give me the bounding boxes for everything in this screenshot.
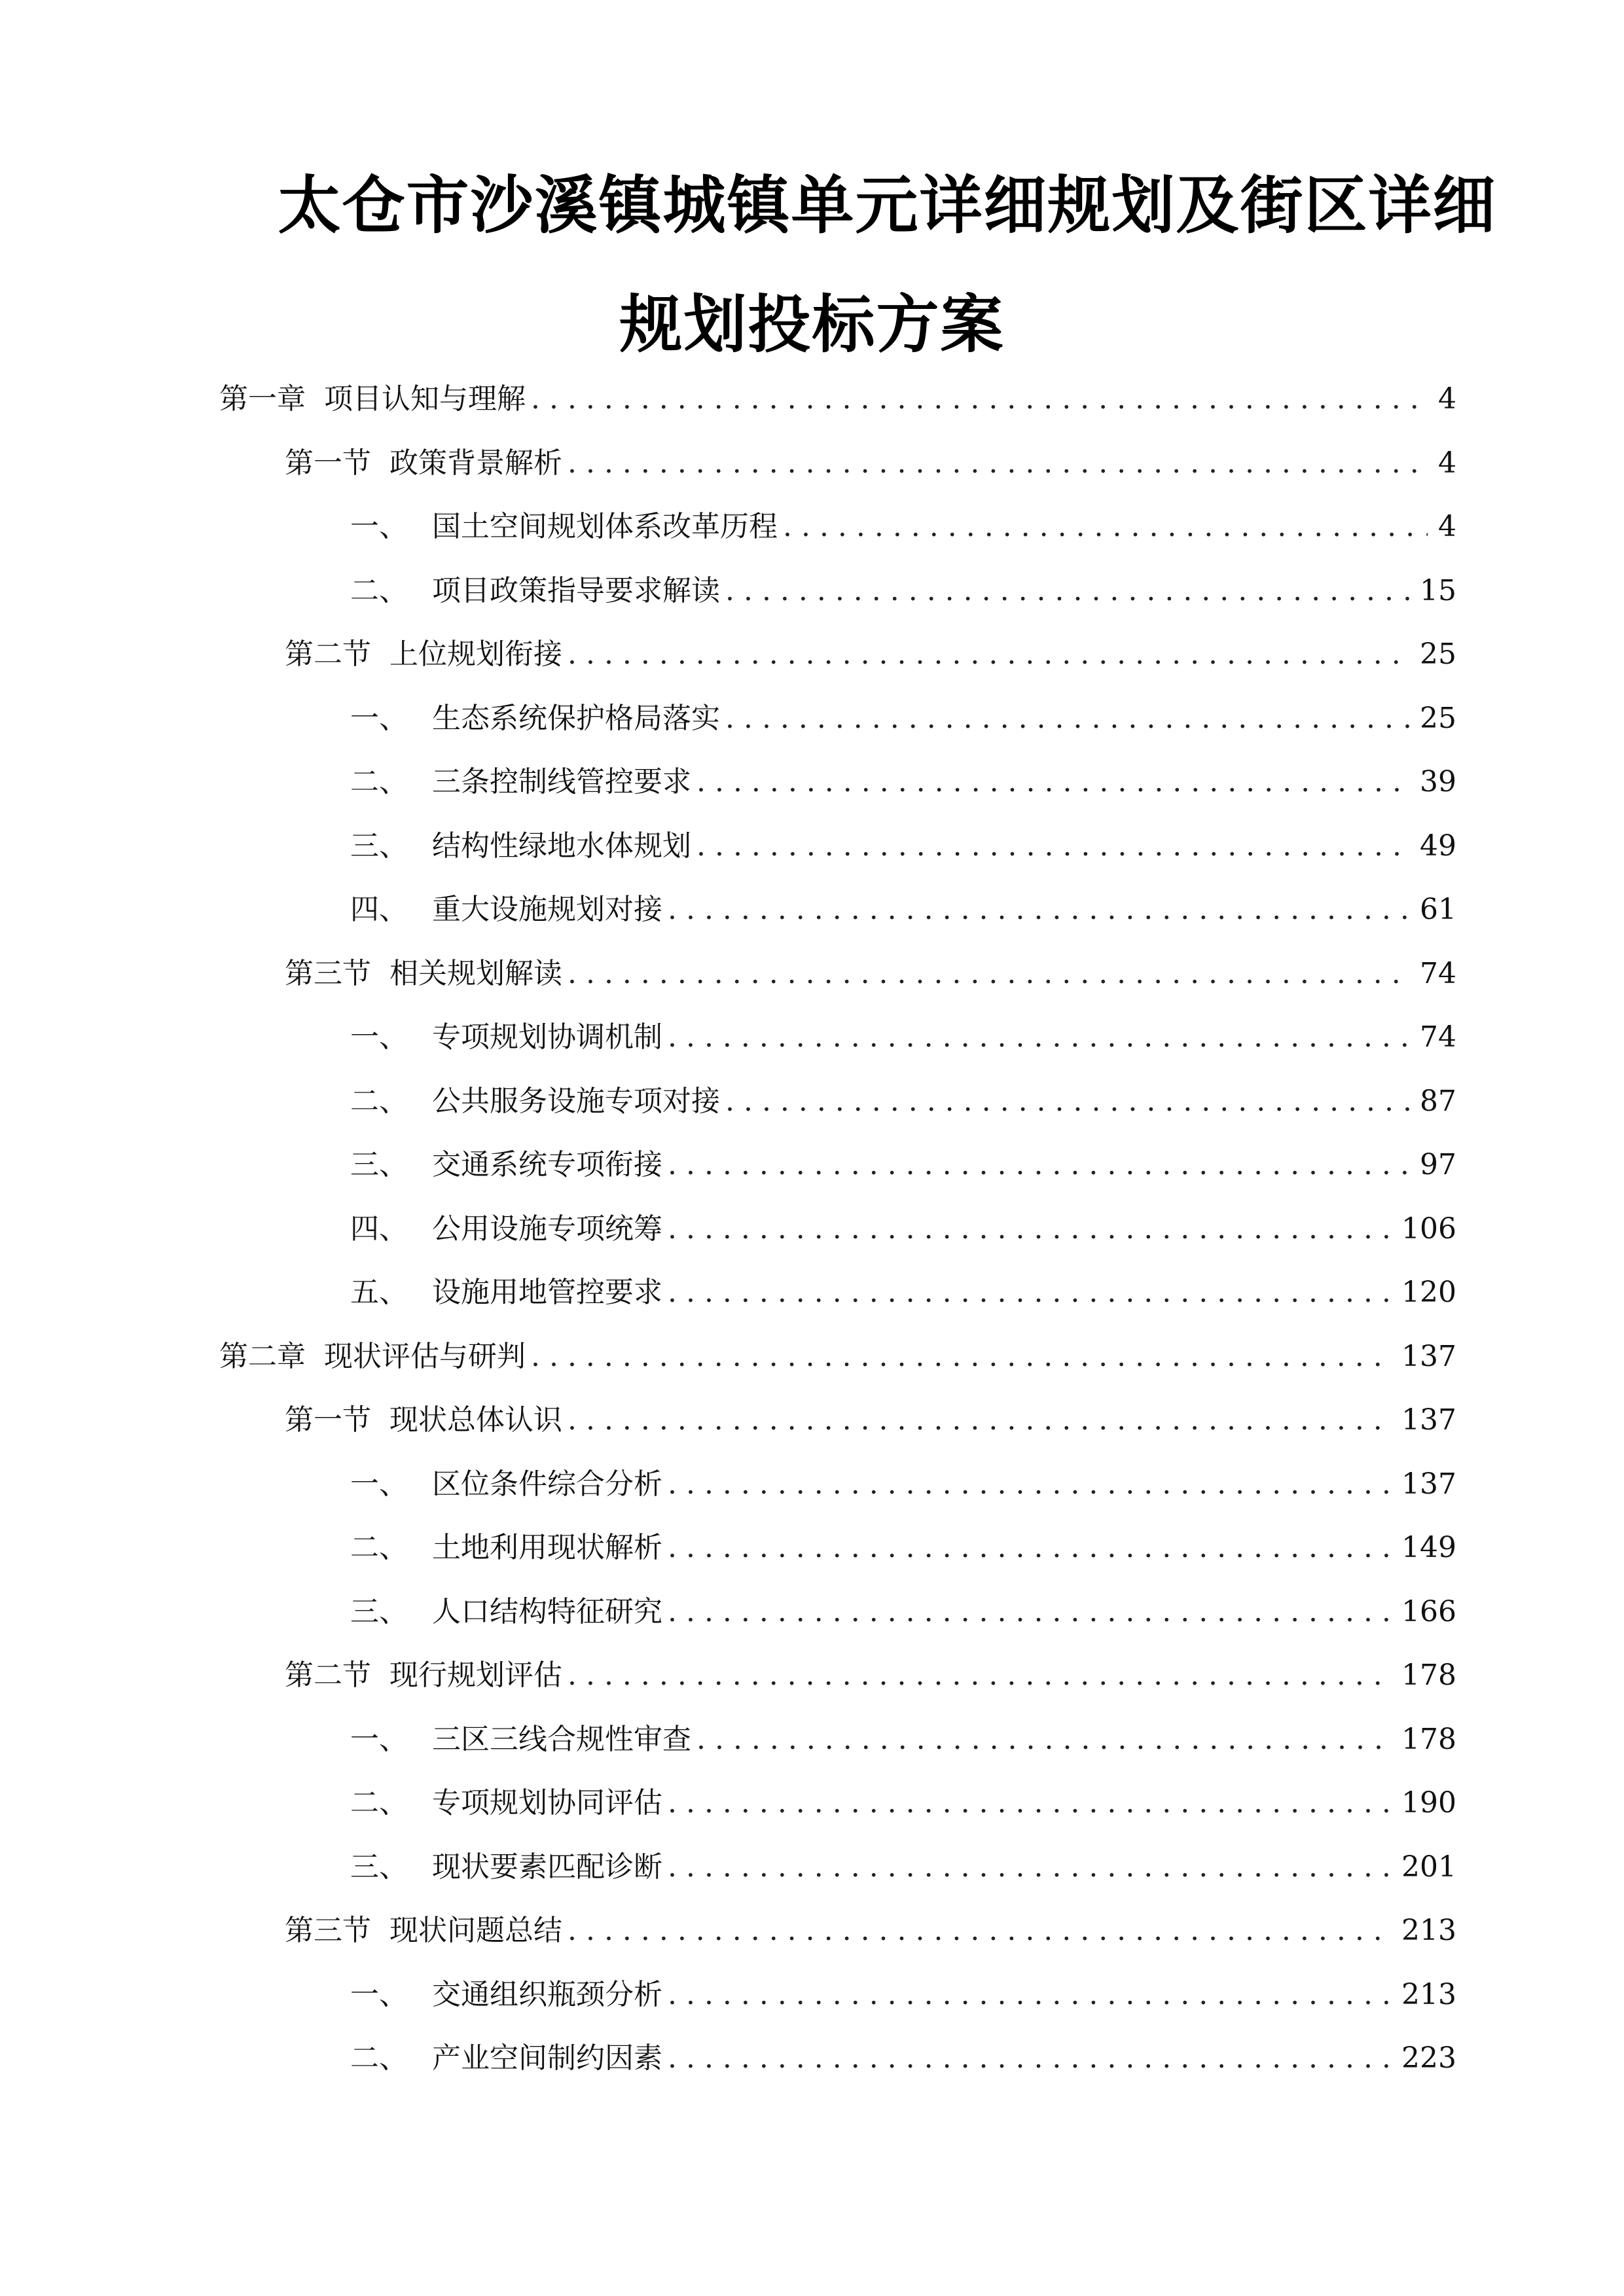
toc-entry-title: 土地利用现状解析 bbox=[432, 1531, 662, 1564]
toc-entry-title: 现行规划评估 bbox=[389, 1659, 562, 1692]
toc-entry-number: 第一章 bbox=[219, 382, 306, 416]
toc-entry[interactable] bbox=[350, 1592, 1456, 1632]
toc-dot-leader bbox=[568, 635, 1411, 674]
toc-dot-leader bbox=[531, 1337, 1392, 1376]
toc-dot-leader bbox=[668, 1018, 1411, 1057]
toc-entry-title: 项目政策指导要求解读 bbox=[432, 573, 720, 607]
toc-entry-number: 第一节 bbox=[285, 446, 371, 480]
toc-entry-label bbox=[350, 762, 691, 802]
toc-page-number: 149 bbox=[1401, 1531, 1456, 1564]
toc-entry[interactable] bbox=[350, 699, 1456, 738]
toc-entry-title: 现状要素匹配诊断 bbox=[432, 1850, 662, 1884]
toc-entry-label bbox=[350, 1082, 720, 1121]
toc-entry-label bbox=[350, 1528, 662, 1568]
toc-dot-leader bbox=[696, 762, 1411, 802]
toc-dot-leader bbox=[668, 1848, 1392, 1887]
toc-entry-title: 上位规划衔接 bbox=[389, 637, 562, 671]
toc-entry-title: 人口结构特征研究 bbox=[432, 1594, 662, 1628]
toc-entry-label bbox=[350, 1018, 662, 1057]
toc-dot-leader bbox=[668, 1145, 1411, 1185]
toc-entry-title: 三条控制线管控要求 bbox=[432, 765, 691, 798]
toc-entry-title: 项目认知与理解 bbox=[324, 382, 526, 416]
toc-entry-number: 一、 bbox=[350, 1020, 408, 1054]
toc-dot-leader bbox=[668, 1273, 1392, 1312]
toc-entry-label bbox=[219, 380, 526, 419]
toc-dot-leader bbox=[568, 1656, 1392, 1695]
toc-entry-number: 一、 bbox=[350, 510, 408, 543]
toc-entry-title: 国土空间规划体系改革历程 bbox=[432, 510, 778, 543]
toc-page-number: 4 bbox=[1438, 382, 1456, 416]
toc-entry[interactable] bbox=[350, 1145, 1456, 1185]
toc-entry-number: 二、 bbox=[350, 1786, 408, 1820]
toc-entry-title: 公共服务设施专项对接 bbox=[432, 1084, 720, 1118]
toc-entry-title: 现状评估与研判 bbox=[324, 1339, 526, 1373]
toc-page-number: 201 bbox=[1401, 1850, 1456, 1884]
toc-entry-label bbox=[285, 1401, 562, 1440]
toc-page-number: 106 bbox=[1401, 1211, 1456, 1246]
toc-page-number: 213 bbox=[1401, 1914, 1456, 1947]
toc-entry-title: 相关规划解读 bbox=[389, 956, 562, 990]
toc-entry-title: 三区三线合规性审查 bbox=[432, 1722, 691, 1756]
toc-entry-label bbox=[350, 1975, 662, 2015]
toc-page-number: 223 bbox=[1401, 2041, 1456, 2075]
toc-entry-number: 一、 bbox=[350, 1977, 408, 2011]
toc-dot-leader bbox=[668, 1975, 1392, 2015]
toc-dot-leader bbox=[725, 1082, 1411, 1121]
toc-entry-number: 二、 bbox=[350, 1531, 408, 1564]
toc-entry-number: 三、 bbox=[350, 1148, 408, 1181]
toc-entry-label bbox=[350, 1592, 662, 1632]
toc-entry-number: 第三节 bbox=[285, 1914, 371, 1947]
toc-dot-leader bbox=[668, 2039, 1392, 2078]
toc-entry-number: 四、 bbox=[350, 1211, 408, 1246]
toc-dot-leader bbox=[568, 1401, 1392, 1440]
toc-entry[interactable] bbox=[350, 571, 1456, 611]
toc-entry-label bbox=[219, 1337, 526, 1376]
toc-entry[interactable] bbox=[285, 1401, 1456, 1440]
toc-page-number: 178 bbox=[1401, 1722, 1456, 1756]
toc-dot-leader bbox=[725, 699, 1411, 738]
toc-entry[interactable] bbox=[219, 1337, 1456, 1376]
toc-entry[interactable] bbox=[285, 1656, 1456, 1695]
toc-page-number: 15 bbox=[1420, 573, 1456, 607]
toc-page-number: 178 bbox=[1401, 1659, 1456, 1692]
toc-dot-leader bbox=[668, 1592, 1392, 1632]
toc-entry-label bbox=[350, 1784, 662, 1823]
toc-entry-number: 第二节 bbox=[285, 637, 371, 671]
toc-entry-label bbox=[285, 1656, 562, 1695]
toc-entry-label bbox=[350, 571, 720, 611]
toc-entry-title: 政策背景解析 bbox=[389, 446, 562, 480]
toc-entry-label bbox=[350, 1210, 662, 1249]
toc-entry-label bbox=[350, 1273, 662, 1312]
toc-entry[interactable] bbox=[285, 1911, 1456, 1950]
toc-entry-number: 一、 bbox=[350, 1467, 408, 1501]
toc-dot-leader bbox=[568, 444, 1428, 483]
toc-entry[interactable] bbox=[285, 444, 1456, 483]
toc-entry[interactable] bbox=[285, 954, 1456, 994]
document-title-line-2: 规划投标方案 bbox=[619, 287, 1005, 361]
toc-entry-number: 一、 bbox=[350, 701, 408, 735]
toc-entry[interactable] bbox=[350, 1465, 1456, 1504]
toc-entry[interactable] bbox=[350, 762, 1456, 802]
toc-page-number: 166 bbox=[1401, 1594, 1456, 1628]
toc-entry-title: 结构性绿地水体规划 bbox=[432, 829, 691, 863]
toc-entry[interactable] bbox=[285, 635, 1456, 674]
toc-dot-leader bbox=[668, 890, 1411, 929]
toc-page-number: 213 bbox=[1401, 1977, 1456, 2011]
toc-entry-number: 四、 bbox=[350, 893, 408, 926]
toc-entry-title: 区位条件综合分析 bbox=[432, 1467, 662, 1501]
toc-entry-number: 二、 bbox=[350, 1084, 408, 1118]
toc-entry[interactable] bbox=[350, 2039, 1456, 2078]
toc-entry-label bbox=[350, 507, 778, 547]
toc-entry-number: 五、 bbox=[350, 1276, 408, 1309]
toc-entry[interactable] bbox=[350, 1273, 1456, 1312]
toc-entry-title: 现状总体认识 bbox=[389, 1403, 562, 1437]
toc-entry[interactable] bbox=[219, 380, 1456, 419]
toc-page-number: 74 bbox=[1420, 956, 1456, 990]
toc-entry-label bbox=[285, 954, 562, 994]
toc-entry-title: 重大设施规划对接 bbox=[432, 893, 662, 926]
toc-entry[interactable] bbox=[350, 1784, 1456, 1823]
toc-dot-leader bbox=[668, 1465, 1392, 1504]
toc-dot-leader bbox=[531, 380, 1428, 419]
toc-page-number: 61 bbox=[1420, 893, 1456, 926]
toc-page-number: 25 bbox=[1420, 637, 1456, 671]
toc-entry-label bbox=[350, 1145, 662, 1185]
toc-entry-label bbox=[285, 444, 562, 483]
toc-entry-label bbox=[350, 1465, 662, 1504]
toc-entry-number: 二、 bbox=[350, 573, 408, 607]
toc-page-number: 137 bbox=[1401, 1403, 1456, 1437]
toc-entry-label bbox=[350, 827, 691, 866]
toc-entry-title: 专项规划协调机制 bbox=[432, 1020, 662, 1054]
toc-entry-title: 专项规划协同评估 bbox=[432, 1786, 662, 1820]
toc-entry[interactable] bbox=[350, 1082, 1456, 1121]
toc-entry-title: 产业空间制约因素 bbox=[432, 2041, 662, 2075]
toc-dot-leader bbox=[668, 1784, 1392, 1823]
toc-entry-number: 第三节 bbox=[285, 956, 371, 990]
toc-page-number: 4 bbox=[1438, 446, 1456, 480]
toc-entry-label bbox=[350, 699, 720, 738]
toc-entry[interactable] bbox=[350, 1975, 1456, 2015]
toc-entry-number: 三、 bbox=[350, 1594, 408, 1628]
document-title-line-1: 太仓市沙溪镇城镇单元详细规划及街区详细 bbox=[278, 168, 1497, 242]
toc-entry-title: 交通系统专项衔接 bbox=[432, 1148, 662, 1181]
toc-entry-title: 公用设施专项统筹 bbox=[432, 1211, 662, 1246]
toc-entry[interactable] bbox=[350, 1848, 1456, 1887]
toc-entry-number: 三、 bbox=[350, 1850, 408, 1884]
toc-entry-label bbox=[285, 635, 562, 674]
toc-page-number: 87 bbox=[1420, 1084, 1456, 1118]
toc-entry-label bbox=[350, 2039, 662, 2078]
toc-entry[interactable] bbox=[350, 890, 1456, 929]
toc-dot-leader bbox=[783, 507, 1428, 547]
toc-page-number: 39 bbox=[1420, 765, 1456, 798]
toc-entry-label bbox=[350, 1720, 691, 1759]
toc-entry-title: 现状问题总结 bbox=[389, 1914, 562, 1947]
toc-entry-label bbox=[285, 1911, 562, 1950]
toc-entry[interactable] bbox=[350, 1018, 1456, 1057]
toc-page-number: 97 bbox=[1420, 1148, 1456, 1181]
toc-entry-number: 二、 bbox=[350, 765, 408, 798]
toc-page-number: 4 bbox=[1438, 510, 1456, 543]
toc-entry-number: 第一节 bbox=[285, 1403, 371, 1437]
toc-entry-title: 设施用地管控要求 bbox=[432, 1276, 662, 1309]
toc-page-number: 190 bbox=[1401, 1786, 1456, 1820]
toc-entry[interactable] bbox=[350, 1720, 1456, 1759]
toc-dot-leader bbox=[668, 1528, 1392, 1568]
toc-page-number: 137 bbox=[1401, 1467, 1456, 1501]
toc-dot-leader bbox=[696, 1720, 1392, 1759]
toc-page-number: 137 bbox=[1401, 1339, 1456, 1373]
toc-entry[interactable] bbox=[350, 1528, 1456, 1568]
toc-dot-leader bbox=[696, 827, 1411, 866]
toc-entry-number: 第二节 bbox=[285, 1659, 371, 1692]
toc-entry-number: 第二章 bbox=[219, 1339, 306, 1373]
toc-entry-label bbox=[350, 890, 662, 929]
toc-entry[interactable] bbox=[350, 507, 1456, 547]
toc-entry-number: 一、 bbox=[350, 1722, 408, 1756]
toc-entry-title: 交通组织瓶颈分析 bbox=[432, 1977, 662, 2011]
toc-entry-label bbox=[350, 1848, 662, 1887]
toc-dot-leader bbox=[568, 1911, 1392, 1950]
toc-entry[interactable] bbox=[350, 1210, 1456, 1249]
toc-entry[interactable] bbox=[350, 827, 1456, 866]
toc-page-number: 74 bbox=[1420, 1020, 1456, 1054]
toc-page-number: 120 bbox=[1401, 1276, 1456, 1309]
toc-page-number: 25 bbox=[1420, 701, 1456, 735]
toc-dot-leader bbox=[668, 1210, 1392, 1249]
toc-page-number: 49 bbox=[1420, 829, 1456, 863]
toc-dot-leader bbox=[725, 571, 1411, 611]
toc-dot-leader bbox=[568, 954, 1411, 994]
toc-entry-number: 二、 bbox=[350, 2041, 408, 2075]
toc-entry-title: 生态系统保护格局落实 bbox=[432, 701, 720, 735]
toc-entry-number: 三、 bbox=[350, 829, 408, 863]
